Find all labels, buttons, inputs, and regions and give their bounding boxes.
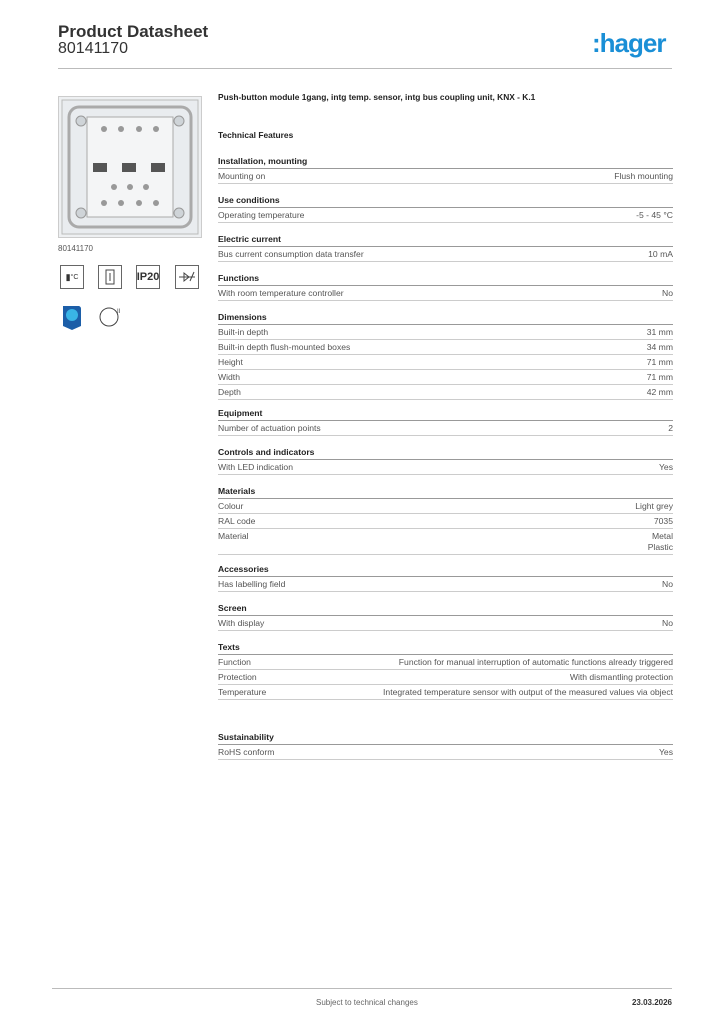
section-materials (218, 486, 673, 555)
product-description: Push-button module 1gang, intg temp. sensor, intg bus coupling unit, KNX - K.1 (218, 92, 536, 102)
image-caption: 80141170 (58, 244, 93, 253)
table-row: Has labelling field No (218, 577, 673, 592)
table-row: Number of actuation points 2 (218, 421, 673, 436)
hager-logo: :hager (592, 28, 666, 58)
section-title: Installation, mounting (218, 156, 673, 169)
section-title: Materials (218, 486, 673, 499)
section-title: Screen (218, 603, 673, 616)
table-row: With display No (218, 616, 673, 631)
table-row: Protection With dismantling protection (218, 670, 673, 685)
table-row: RoHS conform Yes (218, 745, 673, 760)
svg-text:II: II (117, 309, 121, 315)
section-dimensions (218, 312, 673, 400)
dimmer-icon (175, 265, 199, 289)
section-title: Functions (218, 273, 673, 286)
table-row: Built-in depth flush-mounted boxes 34 mm (218, 340, 673, 355)
circle-icon (98, 305, 122, 329)
technical-features-heading: Technical Features (218, 130, 294, 140)
section-title: Electric current (218, 234, 673, 247)
table-row: Colour Light grey (218, 499, 673, 514)
table-row: Material Metal Plastic (218, 529, 673, 555)
table-row: Height 71 mm (218, 355, 673, 370)
table-row: Built-in depth 31 mm (218, 325, 673, 340)
section-title: Controls and indicators (218, 447, 673, 460)
section-screen (218, 603, 673, 631)
footer-note: Subject to technical changes (316, 998, 418, 1007)
product-image (58, 96, 202, 238)
section-controls (218, 447, 673, 475)
ip20-icon: IP20 (136, 265, 160, 289)
footer-date: 23.03.2026 (631, 998, 672, 1007)
table-row: Temperature Integrated temperature sensor with output of the measured values via object (218, 685, 673, 700)
section-title: Equipment (218, 408, 673, 421)
section-title: Texts (218, 642, 673, 655)
table-row: With room temperature controller No (218, 286, 673, 301)
section-accessories (218, 564, 673, 592)
section-equipment (218, 408, 673, 436)
section-electric-current (218, 234, 673, 262)
section-title: Use conditions (218, 195, 673, 208)
thermometer-icon: ▮ °C (60, 265, 84, 289)
table-row: Depth 42 mm (218, 385, 673, 400)
section-use-conditions (218, 195, 673, 223)
table-row: Function Function for manual interruption of automatic functions already triggered (218, 655, 673, 670)
section-title: Sustainability (218, 732, 673, 745)
sensor-icon (98, 265, 122, 289)
table-row: Bus current consumption data transfer 10 mA (218, 247, 673, 262)
section-functions (218, 273, 673, 301)
footer-divider (52, 988, 672, 989)
table-row: Mounting on Flush mounting (218, 169, 673, 184)
table-row: RAL code 7035 (218, 514, 673, 529)
section-title: Accessories (218, 564, 673, 577)
section-sustainability (218, 732, 673, 760)
section-installation (218, 156, 673, 184)
section-texts (218, 642, 673, 700)
table-row: With LED indication Yes (218, 460, 673, 475)
section-title: Dimensions (218, 312, 673, 325)
page-title: Product Datasheet (58, 22, 209, 41)
product-code: 80141170 (58, 40, 128, 57)
knx-badge-icon (60, 305, 84, 329)
table-row: Width 71 mm (218, 370, 673, 385)
table-row: Operating temperature -5 - 45 °C (218, 208, 673, 223)
header-divider (58, 68, 672, 69)
